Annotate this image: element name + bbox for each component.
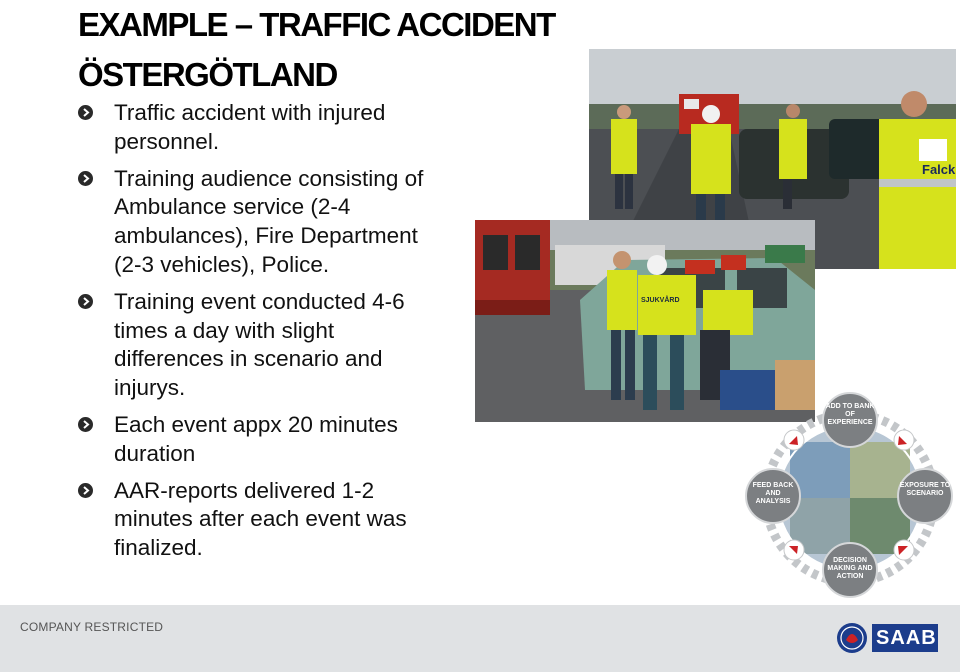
chevron-bullet-icon — [78, 417, 93, 432]
training-cycle-diagram — [738, 390, 958, 606]
classification-label: COMPANY RESTRICTED — [20, 620, 164, 634]
vest-label-falck: Falck — [922, 162, 956, 177]
cycle-label-top: ADD TO BANK OF EXPERIENCE — [825, 403, 875, 426]
footer-bar — [0, 605, 960, 672]
cycle-label-left: FEED BACK AND ANALYSIS — [752, 482, 794, 505]
slide-title-line2: ÖSTERGÖTLAND — [78, 56, 337, 93]
bullet-text: Traffic accident with injured personnel. — [114, 100, 386, 154]
bullet-text: Training audience consisting of Ambulance service (2-4 ambulances), Fire Department (2-3 vehicles), Police. — [114, 165, 424, 277]
bullet-item — [78, 165, 448, 280]
chevron-bullet-icon — [78, 483, 93, 498]
vest-label-sjukvard: SJUKVÅRD — [641, 297, 680, 304]
chevron-bullet-icon — [78, 294, 93, 309]
saab-logo — [836, 620, 940, 656]
bullet-item — [78, 477, 448, 563]
bullet-item — [78, 99, 448, 157]
bullet-text: Each event appx 20 minutes duration — [114, 411, 398, 466]
cycle-label-right: EXPOSURE TO SCENARIO — [899, 482, 951, 497]
chevron-bullet-icon — [78, 171, 93, 186]
chevron-bullet-icon — [78, 105, 93, 120]
bullet-item — [78, 288, 448, 403]
slide-title — [78, 0, 638, 100]
bullet-text: Training event conducted 4-6 times a day with slight differences in scenario and injurys. — [114, 288, 405, 401]
bullet-list — [78, 99, 448, 571]
cycle-arrow-icon — [894, 430, 914, 450]
logo-text: SAAB — [876, 627, 937, 649]
cycle-label-bottom: DECISION MAKING AND ACTION — [827, 557, 873, 580]
slide-title-line1: EXAMPLE – TRAFFIC ACCIDENT — [78, 6, 555, 43]
bullet-item — [78, 411, 448, 469]
bullet-text: AAR-reports delivered 1-2 minutes after each event was finalized. — [114, 477, 407, 561]
